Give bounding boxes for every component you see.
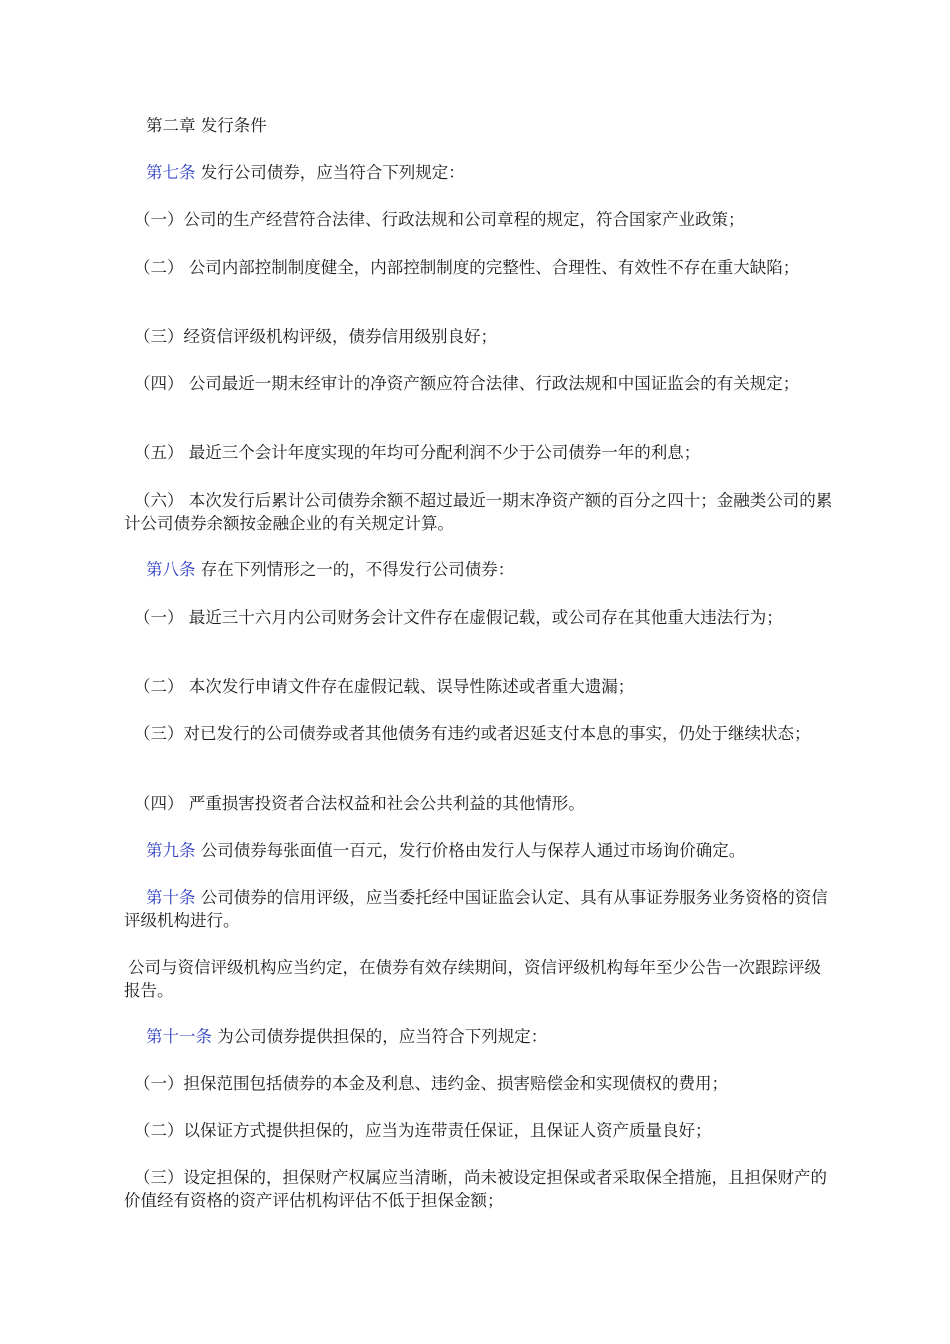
article-10-label: 第十条 (146, 888, 196, 907)
article-8-item-1: （一） 最近三十六月内公司财务会计文件存在虚假记载，或公司存在其他重大违法行为； (134, 608, 783, 627)
article-8-item-3: （三）对已发行的公司债券或者其他债务有违约或者迟延支付本息的事实，仍处于继续状态； (134, 724, 811, 743)
article-10-paragraph: 公司与资信评级机构应当约定，在债券有效存续期间，资信评级机构每年至少公告一次跟踪评级报告。 (124, 958, 821, 1000)
article-8-item-2: （二） 本次发行申请文件存在虚假记载、误导性陈述或者重大遗漏； (134, 677, 635, 696)
article-11-item-2: （二）以保证方式提供担保的，应当为连带责任保证，且保证人资产质量良好； (134, 1121, 712, 1140)
article-9 (146, 839, 858, 862)
article-10-text: 公司债券的信用评级，应当委托经中国证监会认定、具有从事证券服务业务资格的资信评级机构进行。 (124, 888, 828, 930)
article-11-heading (146, 1025, 858, 1048)
article-7-item-4: （四） 公司最近一期末经审计的净资产额应符合法律、行政法规和中国证监会的有关规定； (134, 374, 800, 393)
article-9-label: 第九条 (146, 841, 196, 860)
article-11-item-3: （三）设定担保的，担保财产权属应当清晰，尚未被设定担保或者采取保全措施，且担保财产的价值经有资格的资产评估机构评估不低于担保金额； (124, 1168, 827, 1210)
chapter-title: 第二章 发行条件 (146, 116, 267, 135)
article-7-item-1: （一）公司的生产经营符合法律、行政法规和公司章程的规定，符合国家产业政策； (134, 210, 745, 229)
article-7-label: 第七条 (146, 163, 196, 182)
article-8-label: 第八条 (146, 560, 196, 579)
article-7-item-3: （三）经资信评级机构评级，债券信用级别良好； (134, 327, 497, 346)
article-7-heading (146, 161, 858, 184)
article-7-text: 发行公司债券，应当符合下列规定： (200, 163, 465, 182)
article-8-text: 存在下列情形之一的，不得发行公司债券： (200, 560, 515, 579)
article-7-item-2: （二） 公司内部控制制度健全，内部控制制度的完整性、合理性、有效性不存在重大缺陷； (134, 258, 800, 277)
article-10 (124, 886, 836, 932)
article-11-text: 为公司债券提供担保的，应当符合下列规定： (217, 1027, 548, 1046)
article-7-item-6: （六） 本次发行后累计公司债券余额不超过最近一期末净资产额的百分之四十；金融类公司的累计公司债券余额按金融企业的有关规定计算。 (124, 491, 833, 533)
article-9-text: 公司债券每张面值一百元，发行价格由发行人与保荐人通过市场询价确定。 (200, 841, 746, 860)
article-8-heading (146, 558, 858, 581)
article-7-item-5: （五） 最近三个会计年度实现的年均可分配利润不少于公司债券一年的利息； (134, 443, 701, 462)
article-8-item-4: （四） 严重损害投资者合法权益和社会公共利益的其他情形。 (134, 794, 585, 813)
article-11-item-1: （一）担保范围包括债券的本金及利息、违约金、损害赔偿金和实现债权的费用； (134, 1074, 728, 1093)
article-11-label: 第十一条 (146, 1027, 212, 1046)
